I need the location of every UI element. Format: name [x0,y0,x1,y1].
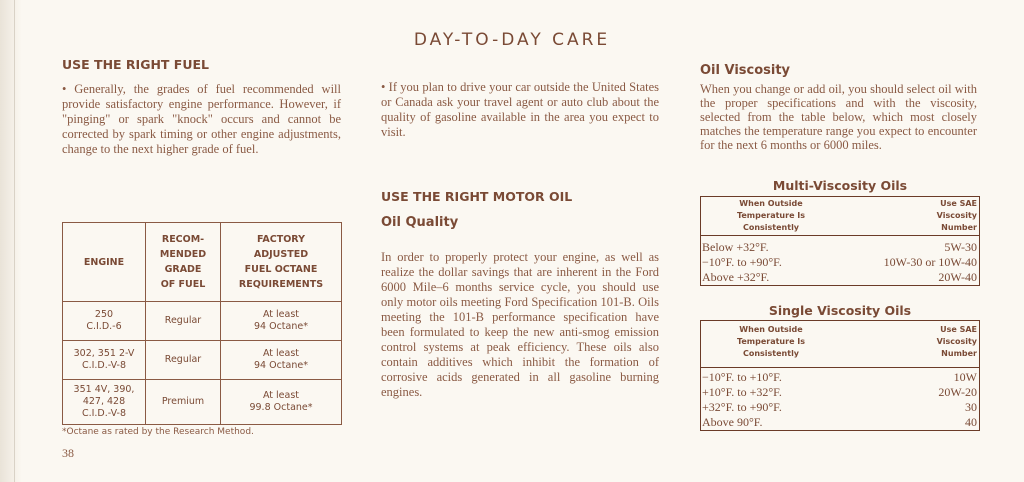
temperature-range: Above +32°F. [702,270,770,284]
temperature-header: When Outside Temperature Is Consistently [736,199,806,232]
temperature-range: +10°F. to +32°F. [702,385,782,399]
table-row [701,370,979,385]
oil-quality-paragraph: In order to properly protect your engine, as well as realize the dollar savings that are inherent in the Ford 6000 Mile–6 months service cycle, you should use only motor oils meeting Ford Specification 101-B. Oils meeting the 101-B performance specification have been formulated to keep the new anti-smog emission control systems at peak efficiency. These oils also contain additives which inhibit the formation of corrosive acids generated in all gasoline burning engines. [381,250,659,399]
table-row [63,341,342,380]
sae-number: 20W-40 [938,270,977,284]
col-octane-header: FACTORY ADJUSTED FUEL OCTANE REQUIREMENTS [221,223,342,302]
sae-number: 5W-30 [944,240,977,254]
multi-viscosity-header [701,197,979,236]
travel-paragraph: • If you plan to drive your car outside the United States or Canada ask your travel agent or auto club about the quality of gasoline available in the area you expect to visit. [381,80,659,139]
sae-number: 20W-20 [938,385,977,399]
table-row [701,400,979,415]
single-viscosity-table [700,320,980,431]
spine-line [14,0,15,482]
multi-viscosity-table [700,196,980,286]
col-engine-header: ENGINE [63,223,146,302]
engine-cell: 250 C.I.D.-6 [63,302,146,341]
page-number: 38 [62,446,74,460]
temperature-range: −10°F. to +90°F. [702,255,782,269]
sae-number: 40 [965,415,977,429]
page-spine [0,0,22,482]
table-row [701,255,979,270]
grade-cell: Regular [146,302,221,341]
fuel-heading: USE THE RIGHT FUEL [62,57,209,72]
sae-header: Use SAE Viscosity Number [936,199,977,232]
temperature-header: When Outside Temperature Is Consistently [736,325,806,358]
table-row [701,270,979,285]
oil-viscosity-paragraph: When you change or add oil, you should select oil with the proper specifications and with the viscosity, selected from the table below, which most closely matches the temperature range you expect to encounter for the next 6 months or 6000 miles. [700,82,977,152]
engine-cell: 351 4V, 390, 427, 428 C.I.D.-V-8 [63,380,146,425]
table-row [63,380,342,425]
table-row [701,385,979,400]
oil-viscosity-subheading: Oil Viscosity [700,63,791,78]
octane-footnote: *Octane as rated by the Research Method. [62,427,254,437]
fuel-table-header-row [63,223,342,302]
table-row [63,302,342,341]
single-viscosity-header [701,321,979,368]
fuel-paragraph: • Generally, the grades of fuel recommended will provide satisfactory engine performance. However, if "pinging" or spark "knock" occurs and cannot be corrected by spark timing or other engine adjustments, change to the next higher grade of fuel. [62,82,341,156]
octane-cell: At least 99.8 Octane* [221,380,342,425]
table-row [701,415,979,430]
temperature-range: Above 90°F. [702,415,763,429]
sae-header: Use SAE Viscosity Number [936,325,977,358]
sae-number: 30 [965,400,977,414]
sae-number: 10W [953,370,977,384]
oil-quality-subheading: Oil Quality [381,215,459,230]
table-row [701,240,979,255]
temperature-range: Below +32°F. [702,240,769,254]
fuel-table [62,222,342,425]
multi-viscosity-title: Multi-Viscosity Oils [772,178,908,193]
temperature-range: −10°F. to +10°F. [702,370,782,384]
temperature-range: +32°F. to +90°F. [702,400,782,414]
grade-cell: Regular [146,341,221,380]
octane-cell: At least 94 Octane* [221,341,342,380]
engine-cell: 302, 351 2-V C.I.D.-V-8 [63,341,146,380]
col-grade-header: RECOM- MENDED GRADE OF FUEL [146,223,221,302]
single-viscosity-title: Single Viscosity Oils [768,303,912,318]
page-title: DAY-TO-DAY CARE [413,30,611,50]
grade-cell: Premium [146,380,221,425]
sae-number: 10W-30 or 10W-40 [883,255,977,269]
motor-oil-heading: USE THE RIGHT MOTOR OIL [381,189,573,204]
octane-cell: At least 94 Octane* [221,302,342,341]
